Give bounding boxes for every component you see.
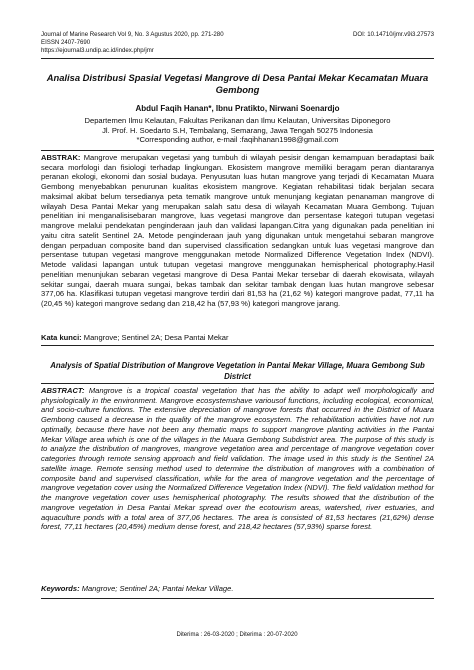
- affiliation-address: Jl. Prof. H. Soedarto S.H, Tembalang, Semarang, Jawa Tengah 50275 Indonesia: [102, 125, 373, 135]
- journal-url[interactable]: https://ejournal3.undip.ac.id/index.php/jmr: [41, 47, 154, 54]
- abstrak-text: Mangrove merupakan vegetasi yang tumbuh di wilayah pesisir dengan kemampuan beradaptasi baik secara morfologi dan fisiologi terhadap lingkungan. Ekosistem mangrove memiliki beragam peran diantaranya peranan ekologi, ekonomi dan sosial budaya. Penyusutan luas hutan mangrove yang terjadi di Kecamatan Muara Gembong menyebabkan penurunan kualitas ekosistem mangrove. Kegiatan rehabilitasi tidak berjalan secara maksimal akibat belum tersedianya peta tematik mangrove untuk menunjang kegiatan penanaman mangrove di wilayah Desa Pantai Mekar yang merupakan salah satu desa di wilayah Kecamatan Muara Gembong. Tujuan penelitian ini menganalisisebaran mangrove, luas vegetasi mangrove dan persentase kategori tutupan vegetasi mangrove melalui pendekatan penginderaan jauh dan validasi lapangan.Citra yang digunakan pada penelitian ini yaitu citra satelit Sentinel 2A. Metode penginderaan jauh yang digunakan untuk mengetahui sebaran mangrove dengan perpaduan composite band dan supervised classification sedangkan untuk luas vegetasi mangrove dan persentase tutupan vegetasi mangrove menggunakan metode Normalized Difference Vegetation Index (NDVI). Metode validasi lapangan untuk tutupan vegetasi mangrove menggunakan hemispherical photography.Hasil penelitian menunjukan sebaran vegetasi mangrove di Desa Pantai Mekar tersebar di daerah ekowisata, wilayah sekitar sungai, daerah muara sungai, bekas tambak dan sekitar tambak dengan luas hutan mangrove sebesar 377,06 ha. Klasifikasi tutupan vegetasi mangrove terdiri dari 81,53 ha (21,62 %) kategori mangrove padat, 77,11 ha (20,45 %) kategori mangrove sedang dan 218,42 ha (57,93 %) kategori mangrove jarang.: [41, 153, 434, 309]
- author-list: Abdul Faqih Hanan*, Ibnu Pratikto, Nirwani Soenardjo: [135, 104, 340, 113]
- received-dates: Diterima : 26-03-2020 ; Diterima : 20-07-2020: [176, 632, 298, 638]
- kata-kunci-text: Mangrove; Sentinel 2A; Desa Pantai Mekar: [83, 333, 229, 342]
- journal-citation: Journal of Marine Research Vol 9, No. 3 Agustus 2020, pp. 271-280: [41, 31, 224, 38]
- affiliation-line: Departemen Ilmu Kelautan, Fakultas Perikanan dan Ilmu Kelautan, Universitas Diponegoro: [84, 116, 391, 125]
- abstrak-bottom-rule: [41, 345, 434, 346]
- abstract-bottom-rule: [41, 598, 434, 599]
- keywords: [41, 584, 434, 594]
- abstract-block: [41, 386, 434, 532]
- abstract-label: ABSTRACT:: [41, 386, 85, 395]
- abstrak-label: ABSTRAK:: [41, 153, 81, 162]
- affiliation: [41, 116, 434, 145]
- kata-kunci-label: Kata kunci:: [41, 333, 82, 342]
- abstract-text: Mangrove is a tropical coastal vegetation that has the ability to adapt well morphologically and physiologically in the environment. Mangrove ecosystemshave variousof functions, including ecological, economical, and socio-culture functions. The extensive depreciation of mangrove forests that occurred in the District of Muara Gembong caused a decrease in the quality of the mangrove ecosystem. The rehabilitation activities have not run optimally, because there have not been any thematic maps to support mangrove planting activities in the Pantai Mekar Village area which is one of the villages in the Muara Gembong Subdistrict area. The purpose of this study is to analyze the distribution of mangroves, mangrove vegetation area and percentage of mangrove vegetation cover categories through remote sensing approach and field validation. The image used in this study is the Sentinel 2A satellite image. Remote sensing method used to determine the distribution of mangroves with a combination of composite band and supervised classification, while for the area of mangrove vegetation and the percentage of mangrove vegetation cover using the Normalized Difference Vegetation Index (NDVI). The field validation method for the mangrove vegetation cover uses hemispherical photography. The results showed that the distribution of the mangrove vegetation in Desa Pantai Mekar spread over the ecotourism areas, watershed, river estuaries, and aquaculture ponds with a total area of 377,06 hectares. The area is consisted of 81,53 hectares (21,62%) dense forest, 77,11 hectares (20,45%) medium dense forest, and 218,42 hectares (57,93%) sparse forest.: [41, 386, 434, 532]
- english-title: Analysis of Spatial Distribution of Mangrove Vegetation in Pantai Mekar Village, Muara Gembong Sub District: [50, 361, 425, 381]
- keywords-label: Keywords:: [41, 584, 80, 593]
- header-divider: [41, 58, 434, 59]
- abstract-top-rule: [41, 383, 434, 384]
- keywords-text: Mangrove; Sentinel 2A; Pantai Mekar Village.: [81, 584, 234, 593]
- doi[interactable]: DOI: 10.14710/jmr.v9i3.27573: [353, 31, 434, 38]
- corresponding-author: *Corresponding author, e-mail :faqihhanan1998@gmail.com: [136, 135, 339, 144]
- abstrak-block: [41, 153, 434, 309]
- paper-title: Analisa Distribusi Spasial Vegetasi Mangrove di Desa Pantai Mekar Kecamatan Muara Gembong: [46, 72, 429, 95]
- kata-kunci: [41, 333, 434, 343]
- essn: EISSN 2407-7690: [41, 39, 91, 46]
- abstrak-top-rule: [41, 150, 434, 151]
